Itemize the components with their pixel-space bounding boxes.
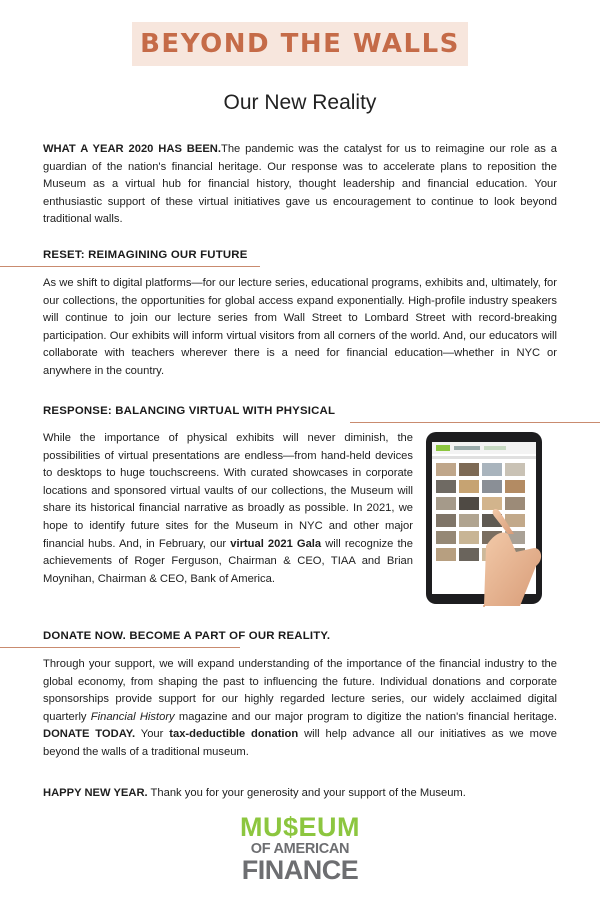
page-subtitle: Our New Reality — [223, 91, 377, 114]
donate-heading: DONATE NOW. BECOME A PART OF OUR REALITY. — [43, 630, 331, 642]
intro-lead: WHAT A YEAR 2020 HAS BEEN. — [43, 143, 221, 155]
response-heading: RESPONSE: BALANCING VIRTUAL WITH PHYSICAL — [43, 405, 336, 417]
intro-paragraph — [43, 141, 557, 229]
tablet-image — [424, 430, 544, 608]
donate-paragraph — [43, 656, 557, 762]
donate-today[interactable]: DONATE TODAY. — [43, 728, 136, 741]
gala-highlight: virtual 2021 Gala — [230, 537, 322, 550]
donate-text-4: will help advance all our initiatives as we move beyond the walls of a traditional museum. — [43, 728, 558, 758]
magazine-title: Financial History — [90, 710, 175, 723]
logo-line-finance: FINANCE — [241, 854, 359, 885]
section-rule — [0, 647, 240, 648]
response-text-after: will recognize the achievements of Roger Ferguson, Chairman & CEO, TIAA and Brian Moynihan, Chairman & CEO, Bank of America. — [43, 537, 413, 585]
banner-title: BEYOND THE WALLS — [140, 29, 460, 59]
response-paragraph — [43, 430, 413, 588]
reset-heading: RESET: REIMAGINING OUR FUTURE — [43, 249, 248, 261]
response-text-before: While the importance of physical exhibits will never diminish, the possibilities of virtual presentations are endless—from hand-held devices to desktops to huge touchscreens. With curated showcases in corporate locations and sponsored virtual vaults of our collections, the Museum will share its historical financial narrative as broadly as possible. In 2021, we hope to identify future sites for the Museum in NYC and other major financial hubs. And, in February, our — [43, 432, 413, 550]
section-rule — [0, 266, 260, 267]
closing-paragraph — [43, 785, 557, 803]
tax-deductible-highlight: tax-deductible donation — [169, 728, 299, 741]
closing-text: Thank you for your generosity and your support of the Museum. — [147, 787, 466, 799]
museum-logo — [0, 814, 600, 884]
header-banner — [132, 22, 468, 66]
logo-line-museum: MU$EUM — [239, 812, 360, 842]
logo-line-of-american: OF AMERICAN — [250, 841, 350, 857]
section-rule — [350, 422, 600, 423]
donate-text-2: magazine and our major program to digitize the nation's financial heritage. — [174, 710, 557, 723]
reset-paragraph: As we shift to digital platforms—for our lecture series, educational programs, exhibits and, ultimately, for our collections, the opportunities for global access expand exponentially. High-profile industry speakers will continue to join our lecture series from Wall Street to Lombard Street with record-breaking participation. Our exhibits will inform virtual visitors from all corners of the world. And, our educators will collaborate with teachers wherever there is a need for financial education—whether in NYC or anywhere in the country. — [43, 277, 557, 377]
donate-text-3: Your — [135, 728, 170, 741]
intro-text: The pandemic was the catalyst for us to reimagine our role as a guardian of the nation's financial heritage. Our response was to accelerate plans to reposition the Museum as a virtual hub for financial history, thought leadership and financial education. Your enthusiastic support of these virtual initiatives gave us encouragement to continue to look beyond traditional walls. — [43, 143, 558, 226]
closing-lead: HAPPY NEW YEAR. — [43, 787, 148, 799]
donate-text-1: Through your support, we will expand understanding of the importance of the financial industry to the global economy, from shaping the past to influencing the future. Individual donations and corporate sponsorships provide support for our highly regarded lecture series, our widely acclaimed digital quarterly — [43, 658, 557, 723]
